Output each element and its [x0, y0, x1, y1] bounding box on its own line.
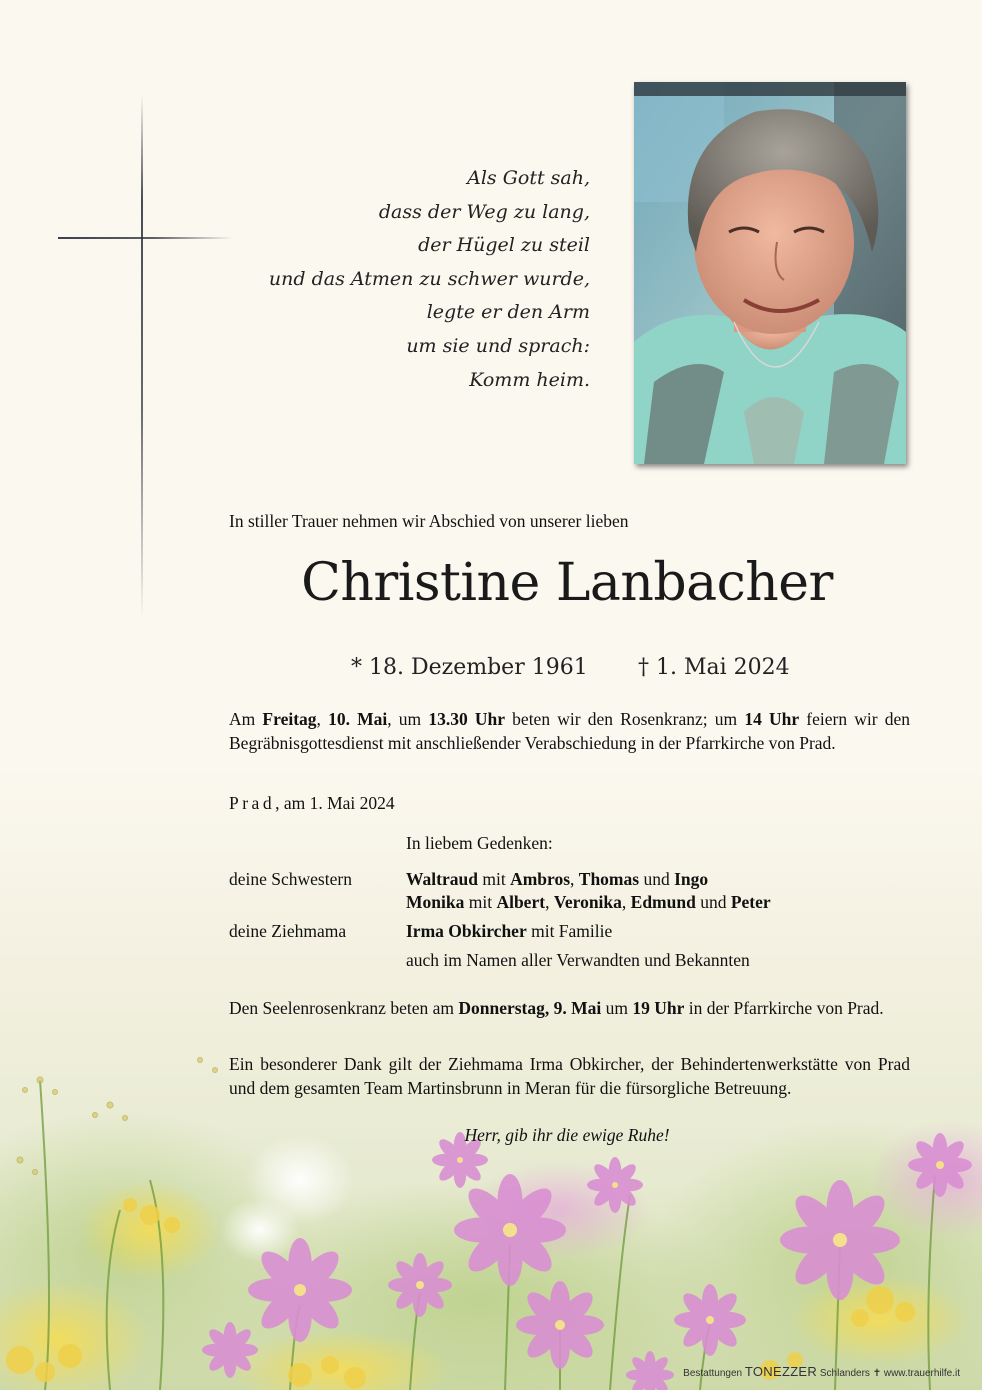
footer-credit	[683, 1364, 960, 1379]
deceased-name: Christine Lanbacher	[301, 553, 833, 613]
thanks-paragraph: Ein besonderer Dank gilt der Ziehmama Irma Obkircher, der Behindertenwerkstätte von Prad und dem gesamten Team Martinsbrunn in Meran für die fürsorgliche Betreuung.	[229, 1054, 910, 1098]
poem-line: legte er den Arm	[426, 301, 590, 324]
name: Irma Obkircher	[406, 921, 527, 941]
memory-heading: In liebem Gedenken:	[406, 833, 553, 853]
rosary-time: 13.30 Uhr	[428, 709, 506, 729]
sisters-line-1	[406, 869, 708, 890]
fostermother-line	[406, 921, 612, 942]
text: um	[601, 998, 633, 1018]
text: mit	[464, 892, 497, 912]
text: ,	[316, 709, 329, 729]
service-date: 10. Mai	[328, 709, 388, 729]
sisters-line-2	[406, 892, 771, 913]
place-date	[229, 793, 395, 814]
text: mit	[477, 869, 511, 889]
company-name: TONEZZER	[744, 1364, 818, 1379]
name: Peter	[730, 892, 771, 912]
name: Veronika	[553, 892, 622, 912]
portrait-image	[634, 82, 906, 464]
rosary-date: Donnerstag, 9. Mai	[458, 998, 602, 1018]
fostermother-label: deine Ziehmama	[229, 921, 347, 941]
name: Edmund	[630, 892, 696, 912]
name: Ingo	[674, 869, 709, 889]
place-date-text: , am 1. Mai 2024	[275, 793, 395, 813]
website-link[interactable]: www.trauerhilfe.it	[883, 1368, 960, 1379]
name: Waltraud	[406, 869, 478, 889]
name: Thomas	[578, 869, 640, 889]
service-day: Freitag	[262, 709, 317, 729]
text: mit Familie	[526, 921, 613, 941]
service-paragraph	[229, 708, 910, 755]
death-date: † 1. Mai 2024	[638, 655, 790, 680]
text: ,	[621, 892, 631, 912]
poem-line: und das Atmen zu schwer wurde,	[268, 267, 590, 290]
name: Albert	[496, 892, 546, 912]
company-place: Schlanders	[819, 1368, 870, 1379]
text: , um	[387, 709, 429, 729]
text: und	[695, 892, 731, 912]
text: und	[639, 869, 675, 889]
dove-icon: ✝	[872, 1368, 882, 1379]
poem-line: um sie und sprach:	[406, 334, 590, 357]
poem-line: Komm heim.	[469, 368, 590, 391]
text: feiern wir den Begräbnisgottesdienst mit anschließender Verabschiedung in der Pfarrkirche von Prad.	[229, 709, 911, 753]
name: Monika	[406, 892, 465, 912]
text: beten wir den Rosenkranz; um	[505, 709, 745, 729]
text: ,	[570, 869, 579, 889]
rosary-paragraph	[229, 997, 910, 1021]
poem-line: der Hügel zu steil	[418, 234, 590, 257]
portrait-photo	[634, 82, 906, 464]
text: Am	[229, 709, 263, 729]
text: ,	[545, 892, 554, 912]
closing-prayer: Herr, gib ihr die ewige Ruhe!	[464, 1125, 670, 1145]
relatives-line: auch im Namen aller Verwandten und Bekannten	[406, 950, 750, 970]
intro-text: In stiller Trauer nehmen wir Abschied von unserer lieben	[229, 511, 629, 531]
poem-line: dass der Weg zu lang,	[378, 200, 590, 223]
poem-line: Als Gott sah,	[467, 167, 590, 189]
text: Den Seelenrosenkranz beten am	[229, 998, 459, 1018]
name: Ambros	[510, 869, 571, 889]
birth-date: * 18. Dezember 1961	[351, 655, 588, 680]
sisters-label: deine Schwestern	[229, 869, 352, 889]
rosary-time: 19 Uhr	[632, 998, 685, 1018]
company-prefix: Bestattungen	[683, 1368, 743, 1379]
text: in der Pfarrkirche von Prad.	[684, 998, 884, 1018]
place-town: Prad	[229, 793, 276, 813]
poem	[269, 162, 590, 397]
mass-time: 14 Uhr	[744, 709, 800, 729]
